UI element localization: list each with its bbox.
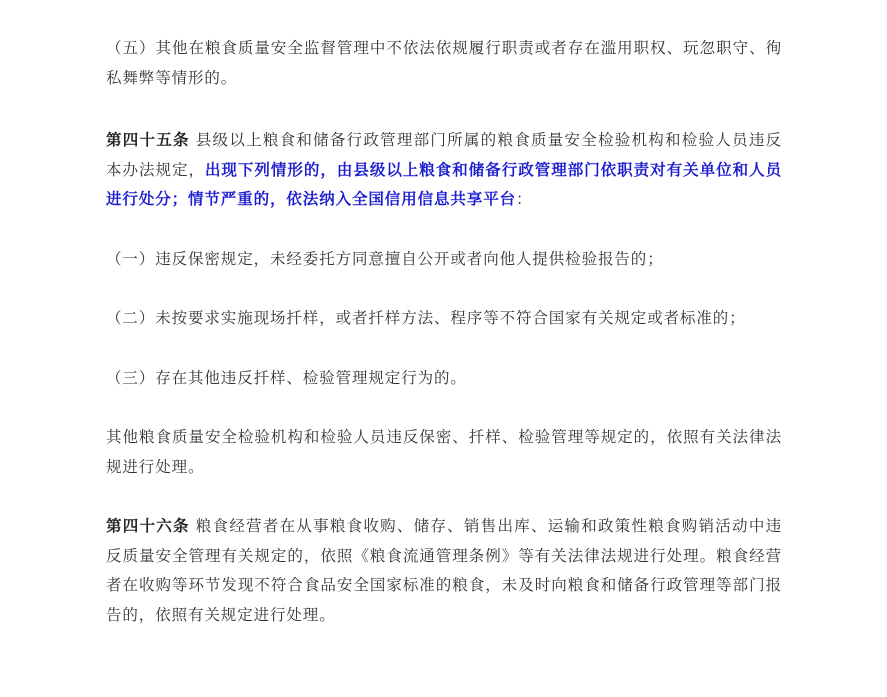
article-46-paragraph [106, 512, 782, 630]
article-45-paragraph [106, 126, 782, 215]
item-3-paragraph: （三）存在其他违反扦样、检验管理规定行为的。 [106, 368, 467, 387]
article-45-colon: ： [516, 190, 533, 208]
item-1-paragraph: （一）违反保密规定，未经委托方同意擅自公开或者向他人提供检验报告的； [106, 249, 664, 268]
article-45-text: 县级以上粮食和储备行政管理部门所属的粮食质量安全检验机构和检验人员违反本办法规定， [106, 131, 782, 179]
item-2-paragraph: （二）未按要求实施现场扦样，或者扦样方法、程序等不符合国家有关规定或者标准的； [106, 309, 746, 327]
article-46-heading: 第四十六条 [106, 517, 190, 535]
other-institutions-paragraph: 其他粮食质量安全检验机构和检验人员违反保密、扦样、检验管理等规定的，依照有关法律法规进行处理。 [106, 428, 782, 476]
document-body [106, 34, 782, 630]
article-46-text: 粮食经营者在从事粮食收购、储存、销售出库、运输和政策性粮食购销活动中违反质量安全管理有关规定的，依照《粮食流通管理条例》等有关法律法规进行处理。粮食经营者在收购等环节发现不符合食品安全国家标准的粮食，未及时向粮食和储备行政管理等部门报告的，依照有关规定进行处理。 [106, 517, 782, 624]
clause-5-paragraph: （五）其他在粮食质量安全监督管理中不依法依规履行职责或者存在滥用职权、玩忽职守、徇私舞弊等情形的。 [106, 39, 782, 87]
article-45-heading: 第四十五条 [106, 131, 190, 149]
article-45-highlight: 出现下列情形的，由县级以上粮食和储备行政管理部门依职责对有关单位和人员进行处分；情节严重的，依法纳入全国信用信息共享平台 [106, 160, 782, 208]
